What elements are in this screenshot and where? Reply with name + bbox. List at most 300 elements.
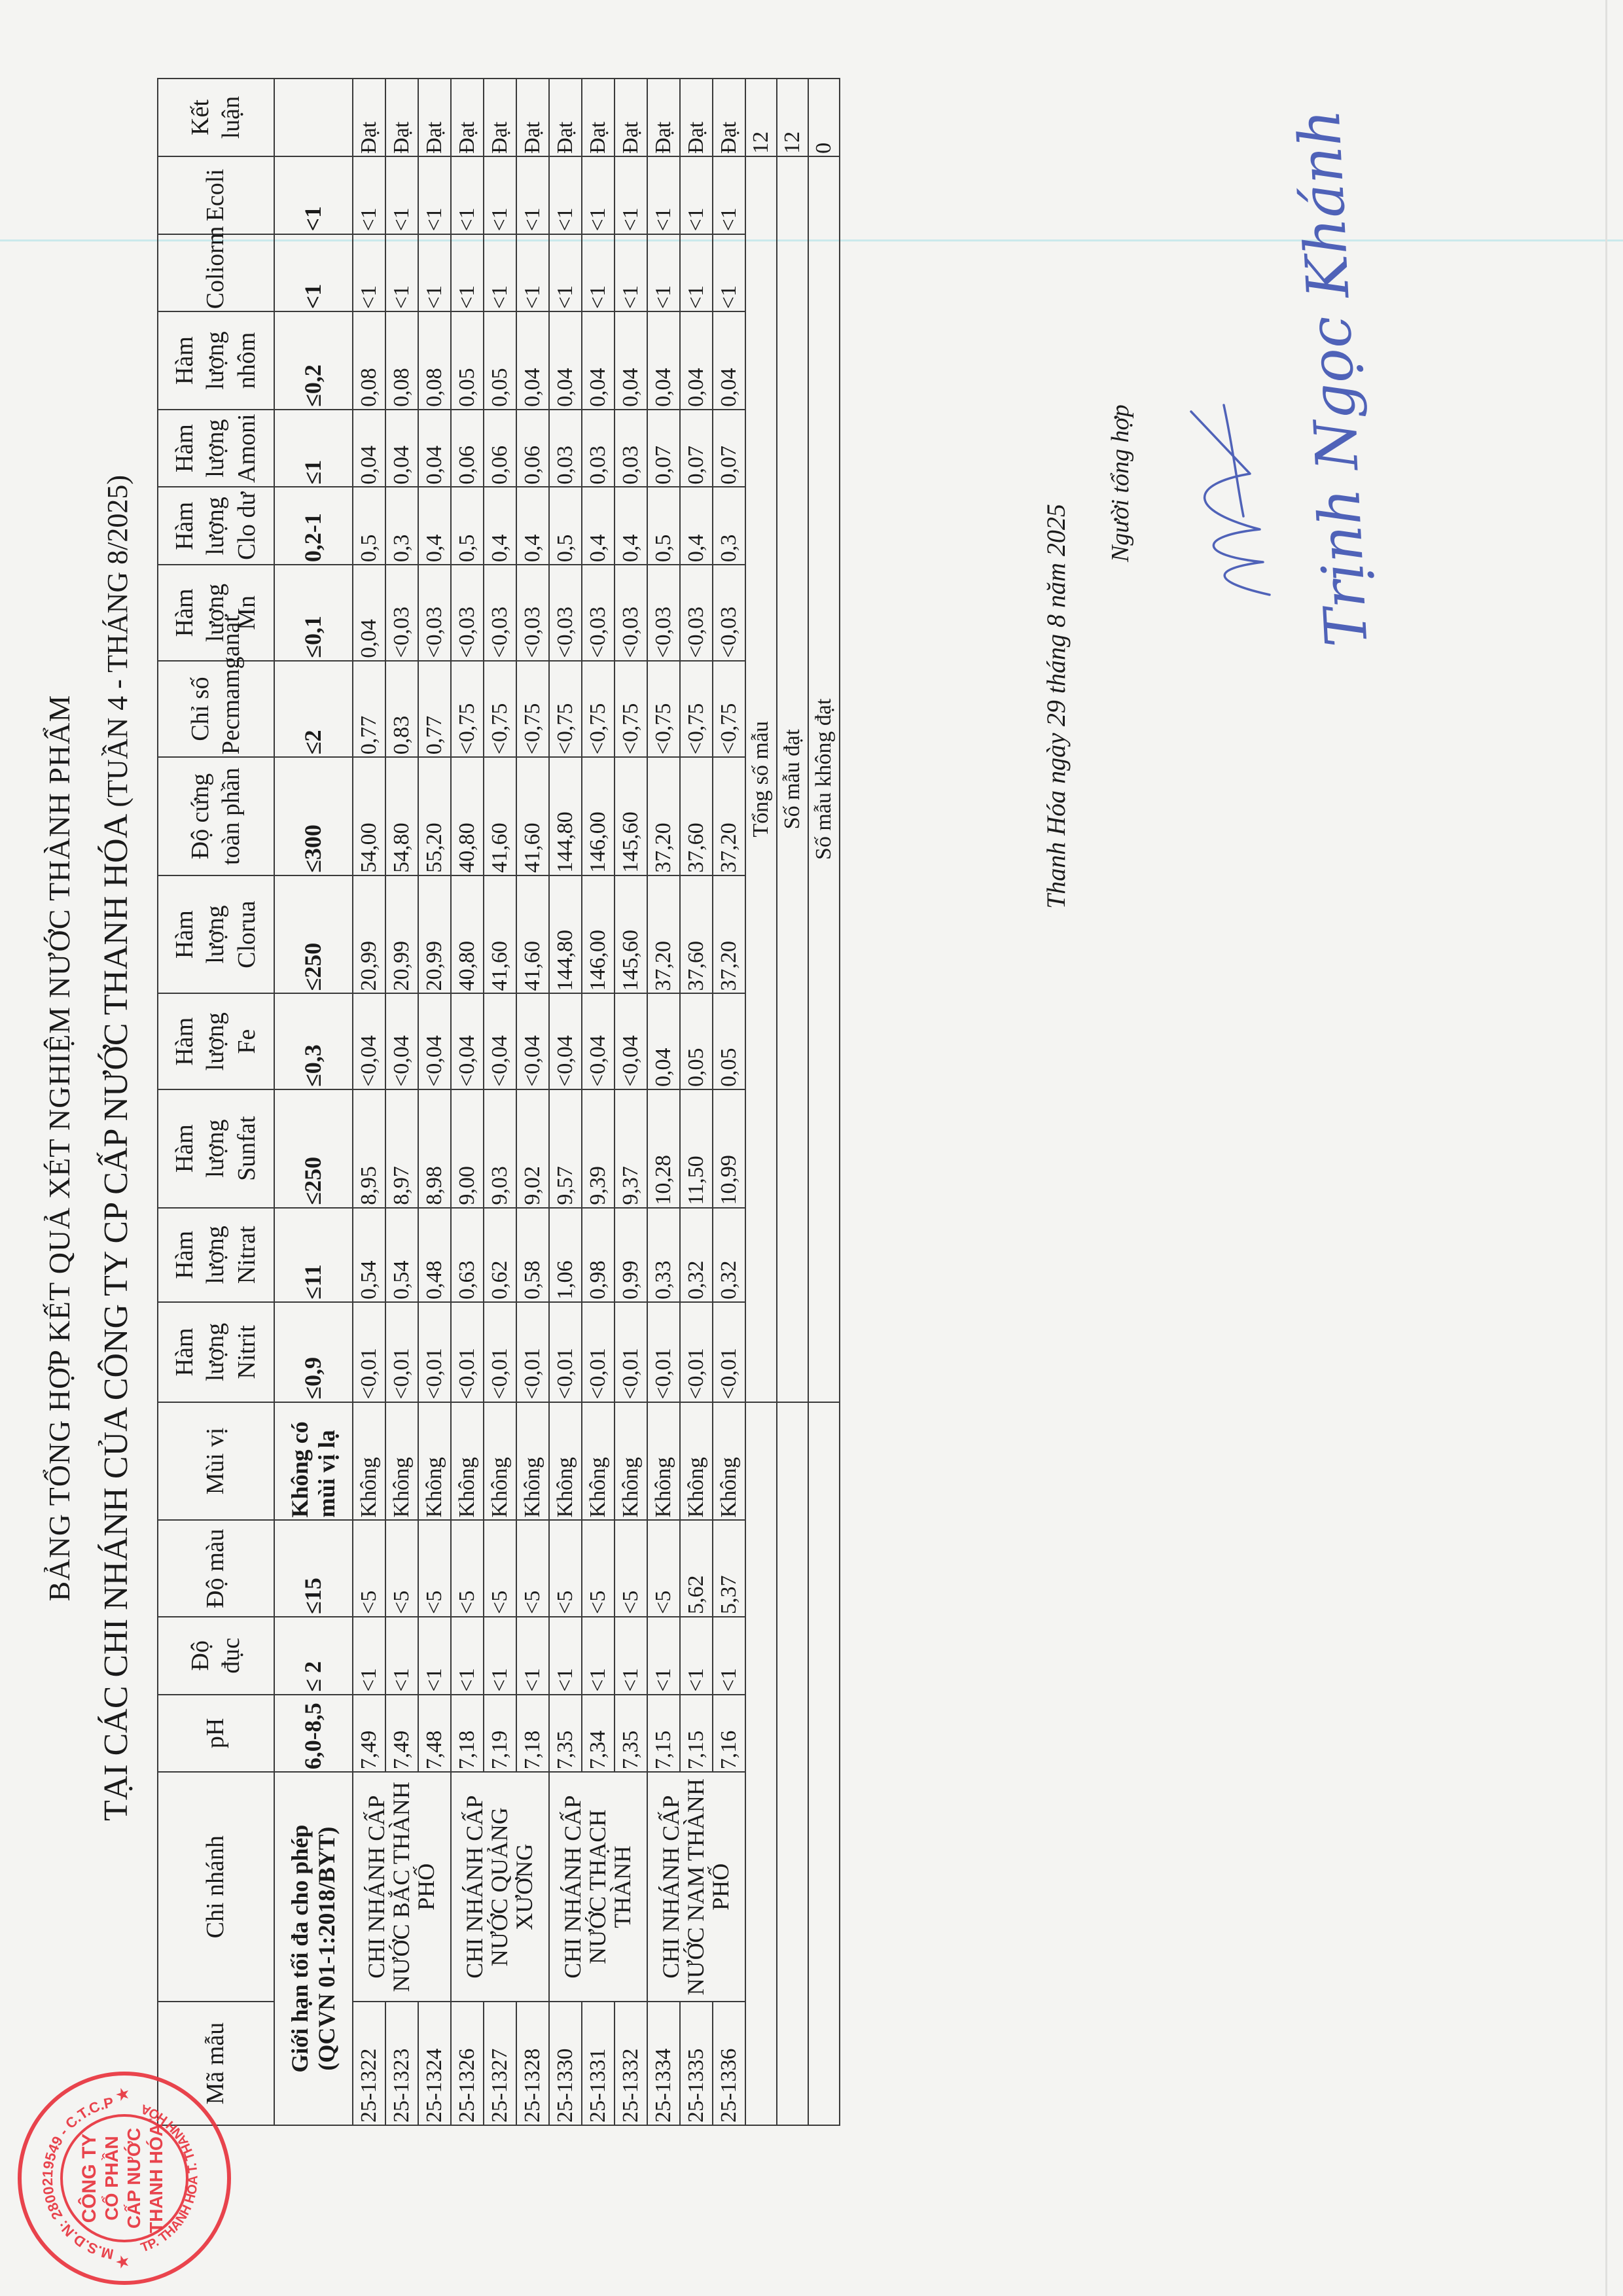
cell-ph: 7,18	[516, 1695, 549, 1773]
cell-hardness: 145,60	[615, 757, 647, 875]
cell-nitrite: <0,01	[549, 1302, 582, 1402]
cell-aluminium: 0,04	[647, 311, 680, 410]
col-header-nitrite: Hàm lượng Nitrit	[158, 1302, 274, 1402]
limit-turbidity: ≤ 2	[274, 1617, 353, 1695]
cell-chlorine: 0,4	[582, 487, 615, 565]
cell-chlorine: 0,5	[647, 487, 680, 565]
summary-spacer	[777, 1402, 808, 2125]
cell-chloride: 144,80	[549, 875, 582, 994]
stamp-star-right: ★	[113, 2087, 132, 2102]
cell-ammonium: 0,07	[713, 410, 745, 487]
cell-ecoli: <1	[385, 156, 418, 234]
cell-manganese: <0,03	[549, 565, 582, 661]
summary-value: 12	[745, 79, 777, 156]
cell-ph: 7,19	[484, 1695, 516, 1773]
header-row	[158, 79, 274, 2125]
limit-color: ≤15	[274, 1520, 353, 1617]
cell-nitrate: 1,06	[549, 1208, 582, 1302]
table-row	[549, 79, 582, 2125]
cell-ph: 7,16	[713, 1695, 745, 1773]
cell-branch: CHI NHÁNH CẤP NƯỚC QUẢNG XƯƠNG	[451, 1772, 549, 2002]
cell-permanganate: <0,75	[615, 661, 647, 758]
cell-color: <5	[484, 1520, 516, 1617]
table-row	[353, 79, 385, 2125]
cell-coliform: <1	[549, 234, 582, 312]
cell-iron: 0,05	[680, 993, 713, 1089]
cell-color: <5	[549, 1520, 582, 1617]
cell-chloride: 20,99	[385, 875, 418, 994]
report-subtitle	[97, 0, 135, 2296]
cell-odor: Không	[713, 1402, 745, 1521]
cell-odor: Không	[353, 1402, 385, 1521]
col-header-chloride: Hàm lượng Clorua	[158, 875, 274, 994]
signing-date: Thanh Hóa ngày 29 tháng 8 năm 2025	[1041, 504, 1071, 909]
cell-odor: Không	[516, 1402, 549, 1521]
cell-chloride: 37,60	[680, 875, 713, 994]
cell-chlorine: 0,5	[451, 487, 484, 565]
cell-sulfate: 9,03	[484, 1089, 516, 1208]
cell-conclusion: Đạt	[582, 79, 615, 156]
cell-turbidity: <1	[713, 1617, 745, 1695]
cell-nitrite: <0,01	[647, 1302, 680, 1402]
cell-ammonium: 0,06	[484, 410, 516, 487]
limit-permanganate: ≤2	[274, 661, 353, 758]
cell-turbidity: <1	[451, 1617, 484, 1695]
cell-sulfate: 11,50	[680, 1089, 713, 1208]
cell-nitrite: <0,01	[385, 1302, 418, 1402]
cell-ammonium: 0,04	[385, 410, 418, 487]
cell-nitrate: 0,62	[484, 1208, 516, 1302]
summary-value: 0	[808, 79, 840, 156]
col-header-color: Độ màu	[158, 1520, 274, 1617]
col-header-sample: Mã mẫu	[158, 2002, 274, 2125]
cell-turbidity: <1	[385, 1617, 418, 1695]
cell-ammonium: 0,03	[615, 410, 647, 487]
cell-ph: 7,49	[353, 1695, 385, 1773]
cell-aluminium: 0,04	[615, 311, 647, 410]
stamp-star-left: ★	[113, 2254, 132, 2270]
cell-iron: <0,04	[353, 993, 385, 1089]
table-row	[647, 79, 680, 2125]
cell-coliform: <1	[484, 234, 516, 312]
limit-nitrate: ≤11	[274, 1208, 353, 1302]
cell-iron: 0,05	[713, 993, 745, 1089]
cell-manganese: <0,03	[582, 565, 615, 661]
summary-row	[745, 79, 777, 2125]
cell-permanganate: <0,75	[484, 661, 516, 758]
cell-chlorine: 0,4	[484, 487, 516, 565]
col-header-manganese: Hàm lượng Mn	[158, 565, 274, 661]
cell-iron: 0,04	[647, 993, 680, 1089]
cell-hardness: 37,20	[713, 757, 745, 875]
col-header-odor: Mùi vị	[158, 1402, 274, 1521]
cell-branch: CHI NHÁNH CẤP NƯỚC BẮC THÀNH PHỐ	[353, 1772, 451, 2002]
limit-chlorine: 0,2-1	[274, 487, 353, 565]
cell-chloride: 37,20	[647, 875, 680, 994]
cell-iron: <0,04	[615, 993, 647, 1089]
cell-conclusion: Đạt	[549, 79, 582, 156]
cell-ph: 7,34	[582, 1695, 615, 1773]
cell-sample: 25-1323	[385, 2002, 418, 2125]
cell-coliform: <1	[647, 234, 680, 312]
col-header-ammonium: Hàm lượng Amoni	[158, 410, 274, 487]
cell-color: <5	[582, 1520, 615, 1617]
cell-conclusion: Đạt	[713, 79, 745, 156]
cell-manganese: <0,03	[385, 565, 418, 661]
cell-manganese: <0,03	[484, 565, 516, 661]
cell-sample: 25-1326	[451, 2002, 484, 2125]
signature-mark	[1171, 392, 1296, 608]
cell-ecoli: <1	[484, 156, 516, 234]
limit-iron: ≤0,3	[274, 993, 353, 1089]
cell-odor: Không	[615, 1402, 647, 1521]
cell-permanganate: <0,75	[680, 661, 713, 758]
cell-ammonium: 0,04	[418, 410, 451, 487]
col-header-iron	[158, 993, 274, 1089]
cell-chloride: 41,60	[516, 875, 549, 994]
summary-spacer	[745, 1402, 777, 2125]
cell-sample: 25-1335	[680, 2002, 713, 2125]
results-table	[157, 78, 840, 2126]
summary-spacer	[808, 1402, 840, 2125]
report-period: (TUẦN 4 - THÁNG 8/2025)	[101, 475, 134, 807]
stamp-bottom-text: TP. THANH HÓA T. THANH HÓA	[139, 2101, 201, 2255]
cell-nitrite: <0,01	[713, 1302, 745, 1402]
cell-odor: Không	[582, 1402, 615, 1521]
cell-chlorine: 0,4	[418, 487, 451, 565]
col-header-iron-line2: Fe	[232, 1029, 260, 1054]
cell-odor: Không	[418, 1402, 451, 1521]
signer-name: Trịnh Ngọc Khánh	[1285, 107, 1381, 649]
cell-turbidity: <1	[615, 1617, 647, 1695]
cell-ph: 7,35	[549, 1695, 582, 1773]
cell-aluminium: 0,05	[484, 311, 516, 410]
cell-aluminium: 0,05	[451, 311, 484, 410]
cell-ecoli: <1	[353, 156, 385, 234]
col-header-nitrate: Hàm lượng Nitrat	[158, 1208, 274, 1302]
cell-sulfate: 9,37	[615, 1089, 647, 1208]
cell-coliform: <1	[353, 234, 385, 312]
col-header-chlorine: Hàm lượng Clo dư	[158, 487, 274, 565]
cell-ammonium: 0,07	[680, 410, 713, 487]
table-row	[451, 79, 484, 2125]
cell-hardness: 54,80	[385, 757, 418, 875]
cell-chlorine: 0,4	[680, 487, 713, 565]
cell-nitrite: <0,01	[451, 1302, 484, 1402]
cell-coliform: <1	[680, 234, 713, 312]
summary-label: Tổng số mẫu	[745, 156, 777, 1402]
cell-nitrate: 0,98	[582, 1208, 615, 1302]
cell-coliform: <1	[451, 234, 484, 312]
cell-manganese: <0,03	[615, 565, 647, 661]
limit-nitrite: ≤0,9	[274, 1302, 353, 1402]
cell-ecoli: <1	[582, 156, 615, 234]
cell-color: <5	[647, 1520, 680, 1617]
col-header-permanganate: Chỉ số Pecmamganat	[158, 661, 274, 758]
cell-hardness: 40,80	[451, 757, 484, 875]
cell-branch: CHI NHÁNH CẤP NƯỚC THẠCH THÀNH	[549, 1772, 647, 2002]
cell-permanganate: 0,83	[385, 661, 418, 758]
cell-odor: Không	[385, 1402, 418, 1521]
limit-odor: Không có mùi vị lạ	[274, 1402, 353, 1521]
report-title: BẢNG TỔNG HỢP KẾT QUẢ XÉT NGHIỆM NƯỚC THÀNH PHẨM	[43, 694, 76, 1602]
cell-manganese: <0,03	[713, 565, 745, 661]
cell-manganese: 0,04	[353, 565, 385, 661]
cell-chloride: 37,20	[713, 875, 745, 994]
cell-sample: 25-1331	[582, 2002, 615, 2125]
col-header-aluminium: Hàm lượng nhôm	[158, 311, 274, 410]
cell-nitrite: <0,01	[615, 1302, 647, 1402]
cell-color: <5	[516, 1520, 549, 1617]
limit-label	[274, 1772, 353, 2125]
cell-ecoli: <1	[516, 156, 549, 234]
limit-chloride: ≤250	[274, 875, 353, 994]
cell-nitrite: <0,01	[484, 1302, 516, 1402]
cell-manganese: <0,03	[680, 565, 713, 661]
cell-iron: <0,04	[418, 993, 451, 1089]
stamp-line3: CẤP NƯỚC	[124, 2128, 144, 2229]
cell-ecoli: <1	[549, 156, 582, 234]
signer-role: Người tổng hợp	[1107, 404, 1134, 562]
cell-ecoli: <1	[713, 156, 745, 234]
cell-iron: <0,04	[451, 993, 484, 1089]
cell-conclusion: Đạt	[418, 79, 451, 156]
cell-color: <5	[451, 1520, 484, 1617]
cell-nitrite: <0,01	[516, 1302, 549, 1402]
cell-nitrate: 0,32	[713, 1208, 745, 1302]
cell-iron: <0,04	[385, 993, 418, 1089]
cell-odor: Không	[484, 1402, 516, 1521]
results-body	[353, 79, 745, 2125]
cell-nitrate: 0,58	[516, 1208, 549, 1302]
cell-chloride: 20,99	[418, 875, 451, 994]
cell-aluminium: 0,04	[516, 311, 549, 410]
cell-chlorine: 0,3	[713, 487, 745, 565]
cell-odor: Không	[647, 1402, 680, 1521]
cell-ph: 7,15	[680, 1695, 713, 1773]
cell-color: <5	[615, 1520, 647, 1617]
cell-conclusion: Đạt	[353, 79, 385, 156]
col-header-iron-line1: Hàm lượng	[170, 1012, 230, 1071]
report-subtitle-main: TẠI CÁC CHI NHÁNH CỦA CÔNG TY CP CẤP NƯỚC THANH HÓA	[98, 815, 135, 1822]
cell-nitrate: 0,33	[647, 1208, 680, 1302]
cell-ammonium: 0,03	[582, 410, 615, 487]
cell-sample: 25-1330	[549, 2002, 582, 2125]
summary-label: Số mẫu không đạt	[808, 156, 840, 1402]
cell-sulfate: 9,00	[451, 1089, 484, 1208]
cell-odor: Không	[451, 1402, 484, 1521]
cell-color: <5	[353, 1520, 385, 1617]
cell-nitrate: 0,63	[451, 1208, 484, 1302]
cell-coliform: <1	[582, 234, 615, 312]
cell-chloride: 40,80	[451, 875, 484, 994]
cell-conclusion: Đạt	[451, 79, 484, 156]
col-header-ecoli: Ecoli	[158, 156, 274, 234]
cell-turbidity: <1	[647, 1617, 680, 1695]
cell-manganese: <0,03	[451, 565, 484, 661]
cell-aluminium: 0,08	[353, 311, 385, 410]
cell-ammonium: 0,06	[451, 410, 484, 487]
limit-ammonium: ≤1	[274, 410, 353, 487]
cell-turbidity: <1	[582, 1617, 615, 1695]
col-header-coliform: Coliorm	[158, 234, 274, 312]
cell-hardness: 144,80	[549, 757, 582, 875]
cell-nitrate: 0,54	[353, 1208, 385, 1302]
cell-nitrate: 0,99	[615, 1208, 647, 1302]
cell-permanganate: 0,77	[418, 661, 451, 758]
cell-coliform: <1	[516, 234, 549, 312]
cell-iron: <0,04	[549, 993, 582, 1089]
cell-color: 5,37	[713, 1520, 745, 1617]
cell-coliform: <1	[615, 234, 647, 312]
cell-coliform: <1	[713, 234, 745, 312]
col-header-conclusion: Kết luận	[158, 79, 274, 156]
summary-value: 12	[777, 79, 808, 156]
cell-ph: 7,35	[615, 1695, 647, 1773]
cell-ammonium: 0,06	[516, 410, 549, 487]
cell-ammonium: 0,03	[549, 410, 582, 487]
cell-sample: 25-1334	[647, 2002, 680, 2125]
limit-conclusion	[274, 79, 353, 156]
cell-turbidity: <1	[484, 1617, 516, 1695]
limit-hardness: ≤300	[274, 757, 353, 875]
cell-sample: 25-1324	[418, 2002, 451, 2125]
cell-aluminium: 0,04	[549, 311, 582, 410]
cell-coliform: <1	[385, 234, 418, 312]
col-header-hardness: Độ cứng toàn phần	[158, 757, 274, 875]
cell-turbidity: <1	[549, 1617, 582, 1695]
cell-nitrite: <0,01	[582, 1302, 615, 1402]
cell-sample: 25-1332	[615, 2002, 647, 2125]
cell-ecoli: <1	[418, 156, 451, 234]
cell-nitrite: <0,01	[418, 1302, 451, 1402]
cell-chlorine: 0,5	[353, 487, 385, 565]
cell-hardness: 146,00	[582, 757, 615, 875]
cell-sulfate: 8,98	[418, 1089, 451, 1208]
cell-nitrite: <0,01	[353, 1302, 385, 1402]
summary-body	[745, 79, 840, 2125]
cell-aluminium: 0,04	[680, 311, 713, 410]
cell-sulfate: 9,02	[516, 1089, 549, 1208]
cell-chlorine: 0,4	[615, 487, 647, 565]
col-header-branch: Chi nhánh	[158, 1772, 274, 2002]
cell-ammonium: 0,07	[647, 410, 680, 487]
cell-hardness: 41,60	[516, 757, 549, 875]
col-header-sulfate: Hàm lượng Sunfat	[158, 1089, 274, 1208]
cell-sulfate: 9,57	[549, 1089, 582, 1208]
cell-sulfate: 10,99	[713, 1089, 745, 1208]
cell-odor: Không	[680, 1402, 713, 1521]
cell-color: <5	[418, 1520, 451, 1617]
cell-iron: <0,04	[484, 993, 516, 1089]
cell-chlorine: 0,4	[516, 487, 549, 565]
summary-row	[777, 79, 808, 2125]
cell-iron: <0,04	[582, 993, 615, 1089]
stamp-line2: CỔ PHẦN	[101, 2136, 122, 2221]
cell-hardness: 37,60	[680, 757, 713, 875]
cell-nitrite: <0,01	[680, 1302, 713, 1402]
cell-manganese: <0,03	[516, 565, 549, 661]
cell-nitrate: 0,48	[418, 1208, 451, 1302]
cell-ecoli: <1	[680, 156, 713, 234]
cell-ecoli: <1	[647, 156, 680, 234]
summary-row	[808, 79, 840, 2125]
cell-chlorine: 0,5	[549, 487, 582, 565]
cell-ph: 7,49	[385, 1695, 418, 1773]
limit-coliform: <1	[274, 234, 353, 312]
cell-aluminium: 0,08	[385, 311, 418, 410]
cell-sample: 25-1322	[353, 2002, 385, 2125]
company-stamp	[13, 2067, 236, 2289]
limit-ecoli: <1	[274, 156, 353, 234]
cell-branch: CHI NHÁNH CẤP NƯỚC NAM THÀNH PHỐ	[647, 1772, 745, 2002]
cell-permanganate: <0,75	[516, 661, 549, 758]
cell-chloride: 41,60	[484, 875, 516, 994]
cell-ph: 7,48	[418, 1695, 451, 1773]
cell-hardness: 41,60	[484, 757, 516, 875]
cell-turbidity: <1	[353, 1617, 385, 1695]
limit-label-line2: (QCVN 01-1:2018/BYT)	[313, 1826, 340, 2071]
cell-ammonium: 0,04	[353, 410, 385, 487]
cell-color: 5,62	[680, 1520, 713, 1617]
cell-aluminium: 0,08	[418, 311, 451, 410]
cell-turbidity: <1	[680, 1617, 713, 1695]
cell-permanganate: <0,75	[549, 661, 582, 758]
cell-sample: 25-1327	[484, 2002, 516, 2125]
cell-aluminium: 0,04	[713, 311, 745, 410]
cell-ecoli: <1	[615, 156, 647, 234]
cell-color: <5	[385, 1520, 418, 1617]
cell-hardness: 55,20	[418, 757, 451, 875]
cell-conclusion: Đạt	[647, 79, 680, 156]
cell-ph: 7,15	[647, 1695, 680, 1773]
summary-label: Số mẫu đạt	[777, 156, 808, 1402]
cell-conclusion: Đạt	[385, 79, 418, 156]
cell-ecoli: <1	[451, 156, 484, 234]
cell-sulfate: 8,95	[353, 1089, 385, 1208]
cell-conclusion: Đạt	[680, 79, 713, 156]
cell-chloride: 20,99	[353, 875, 385, 994]
cell-conclusion: Đạt	[615, 79, 647, 156]
col-header-turbidity: Độ đục	[158, 1617, 274, 1695]
cell-hardness: 54,00	[353, 757, 385, 875]
cell-chloride: 145,60	[615, 875, 647, 994]
stamp-line4: THANH HÓA	[146, 2123, 166, 2233]
cell-nitrate: 0,54	[385, 1208, 418, 1302]
cell-sample: 25-1328	[516, 2002, 549, 2125]
cell-iron: <0,04	[516, 993, 549, 1089]
limit-row	[274, 79, 353, 2125]
limit-sulfate: ≤250	[274, 1089, 353, 1208]
cell-aluminium: 0,04	[582, 311, 615, 410]
cell-chlorine: 0,3	[385, 487, 418, 565]
cell-manganese: <0,03	[647, 565, 680, 661]
cell-permanganate: <0,75	[451, 661, 484, 758]
cell-conclusion: Đạt	[516, 79, 549, 156]
limit-ph: 6,0-8,5	[274, 1695, 353, 1773]
cell-hardness: 37,20	[647, 757, 680, 875]
cell-sulfate: 8,97	[385, 1089, 418, 1208]
cell-ph: 7,18	[451, 1695, 484, 1773]
cell-sample: 25-1336	[713, 2002, 745, 2125]
cell-permanganate: 0,77	[353, 661, 385, 758]
cell-turbidity: <1	[516, 1617, 549, 1695]
cell-permanganate: <0,75	[582, 661, 615, 758]
stamp-line1: CÔNG TY	[79, 2133, 100, 2223]
limit-manganese: ≤0,1	[274, 565, 353, 661]
cell-sulfate: 10,28	[647, 1089, 680, 1208]
cell-permanganate: <0,75	[713, 661, 745, 758]
